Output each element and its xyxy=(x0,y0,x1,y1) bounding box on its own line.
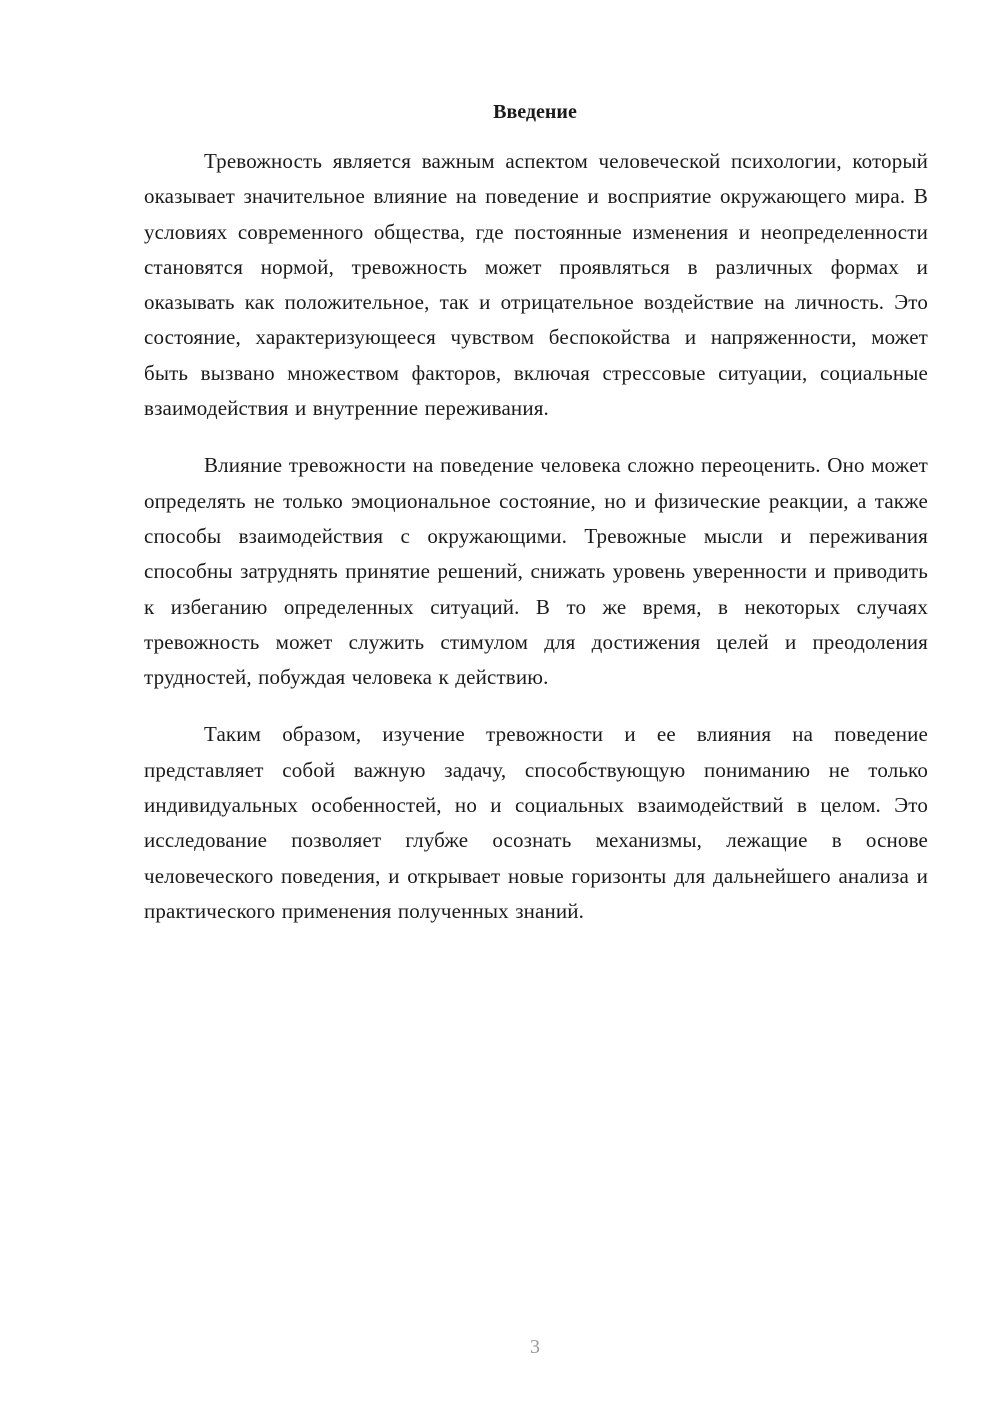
page-title: Введение xyxy=(493,101,577,123)
document-body xyxy=(144,144,928,951)
paragraph-2: Влияние тревожности на поведение человека сложно переоценить. Оно может определять не только эмоциональное состояние, но и физические реакции, а также способы взаимодействия с окружающими. Тревожные мысли и переживания способны затруднять принятие решений, снижать уровень уверенности и приводить к избеганию определенных ситуаций. В то же время, в некоторых случаях тревожность может служить стимулом для достижения целей и преодоления трудностей, побуждая человека к действию. xyxy=(144,453,928,690)
paragraph-3: Таким образом, изучение тревожности и ее влияния на поведение представляет собой важную задачу, способствующую пониманию не только индивидуальных особенностей, но и социальных взаимодействий в целом. Это исследование позволяет глубже осознать механизмы, лежащие в основе человеческого поведения, и открывает новые горизонты для дальнейшего анализа и практического применения полученных знаний. xyxy=(144,722,928,923)
paragraph-1: Тревожность является важным аспектом человеческой психологии, который оказывает значительное влияние на поведение и восприятие окружающего мира. В условиях современного общества, где постоянные изменения и неопределенности становятся нормой, тревожность может проявляться в различных формах и оказывать как положительное, так и отрицательное воздействие на личность. Это состояние, характеризующееся чувством беспокойства и напряженности, может быть вызвано множеством факторов, включая стрессовые ситуации, социальные взаимодействия и внутренние переживания. xyxy=(144,149,928,421)
page-number: 3 xyxy=(530,1336,540,1358)
